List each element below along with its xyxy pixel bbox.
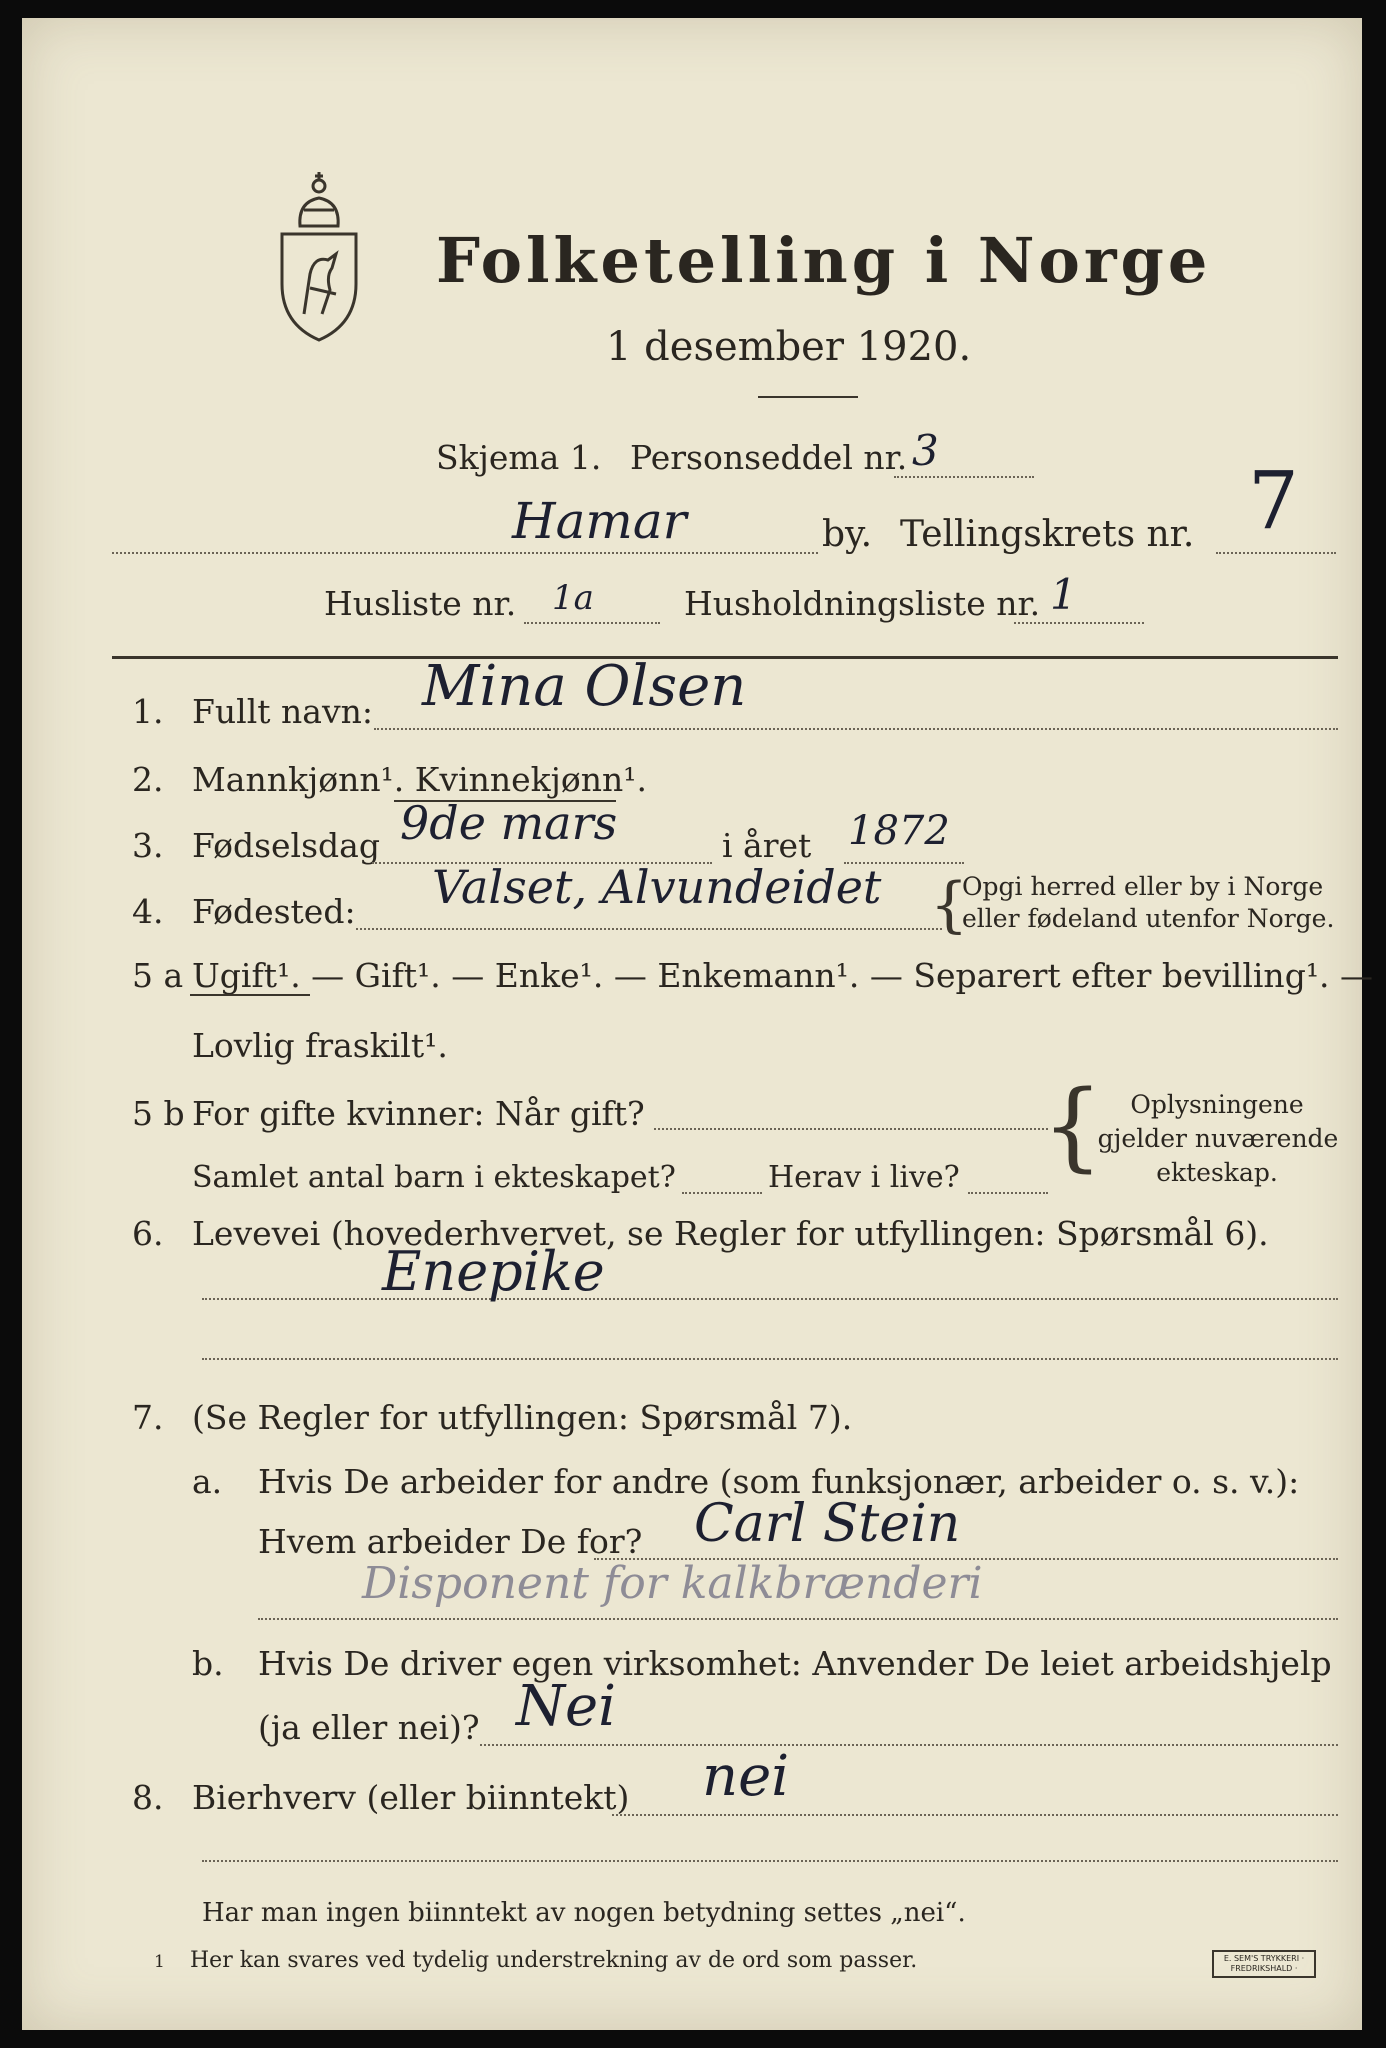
q5b-line1: For gifte kvinner: Når gift? (192, 1094, 645, 1133)
gender-options: Mannkjønn¹. Kvinnekjønn¹. (192, 760, 647, 799)
side-income-field[interactable] (612, 1814, 1338, 1816)
q7a-line2: Hvem arbeider De for? (258, 1522, 643, 1561)
husholdningsliste-field[interactable] (1014, 622, 1144, 624)
q7a-letter: a. (192, 1462, 223, 1501)
printer-stamp: E. SEM'S TRYKKERI · FREDRIKSHALD · (1212, 1950, 1316, 1978)
q2-number: 2. (132, 760, 164, 799)
q7a-line1: Hvis De arbeider for andre (som funksjonær, arbeider o. s. v.): (258, 1462, 1300, 1501)
employer-position-value: Disponent for kalkbrænderi (362, 1558, 983, 1609)
census-form (22, 18, 1374, 2030)
q5b-note-line2: gjelder nuværende (1097, 1124, 1339, 1153)
footnote-text: Her kan svares ved tydelig understrekning av de ord som passer. (190, 1948, 918, 1973)
q5b-note-line1: Oplysningene (1130, 1090, 1304, 1119)
tellingskrets-value: 7 (1248, 454, 1299, 547)
marital-status-options: Ugift¹. — Gift¹. — Enke¹. — Enkemann¹. — Separert efter bevilling¹. — (192, 956, 1374, 995)
hired-help-field[interactable] (480, 1744, 1338, 1746)
full-name-value: Mina Olsen (422, 654, 747, 719)
q7b-letter: b. (192, 1644, 224, 1683)
occupation-value: Enepike (382, 1240, 605, 1303)
q3-label: Fødselsdag (192, 826, 380, 865)
birthplace-value: Valset, Alvundeidet (432, 860, 882, 914)
q5b-note-brace: { (1042, 1070, 1104, 1182)
birthplace-note-line1: Opgi herred eller by i Norge (962, 872, 1324, 901)
q8-number: 8. (132, 1778, 164, 1817)
children-alive-field[interactable] (968, 1192, 1048, 1194)
side-income-field-2[interactable] (202, 1860, 1338, 1862)
form-title: Folketelling i Norge (436, 224, 1212, 297)
q1-number: 1. (132, 692, 164, 731)
birthday-value: 9de mars (400, 796, 618, 850)
side-income-value: nei (702, 1744, 790, 1809)
q4-label: Fødested: (192, 892, 356, 931)
q7-label: (Se Regler for utfyllingen: Spørsmål 7). (192, 1398, 853, 1437)
employer-value: Carl Stein (694, 1494, 961, 1554)
q1-label: Fullt navn: (192, 692, 373, 731)
marital-status-options-cont: Lovlig fraskilt¹. (192, 1026, 448, 1065)
tellingskrets-field[interactable] (1216, 552, 1336, 554)
ugift-underline (190, 994, 310, 996)
year-label: i året (722, 826, 812, 865)
tellingskrets-label: Tellingskrets nr. (900, 514, 1195, 555)
census-date: 1 desember 1920. (606, 324, 972, 370)
birthplace-field[interactable] (356, 928, 942, 930)
footnote-mark: 1 (154, 1952, 165, 1972)
skjema-label: Skjema 1. (436, 438, 602, 477)
husholdningsliste-label: Husholdningsliste nr. (684, 584, 1041, 623)
husliste-value: 1a (552, 578, 594, 618)
by-field[interactable] (112, 552, 818, 554)
q8-label: Bierhverv (eller biinntekt) (192, 1778, 630, 1817)
occupation-field[interactable] (202, 1298, 1338, 1300)
husholdningsliste-value: 1 (1050, 570, 1077, 619)
birth-year-value: 1872 (848, 808, 950, 854)
q3-number: 3. (132, 826, 164, 865)
title-divider (758, 396, 858, 398)
q5b-alive-label: Herav i live? (768, 1160, 960, 1195)
by-label: by. (822, 514, 873, 555)
side-income-note: Har man ingen biinntekt av nogen betydning settes „nei“. (202, 1898, 966, 1928)
personseddel-value: 3 (912, 426, 939, 475)
personseddel-label: Personseddel nr. (630, 438, 908, 477)
birthplace-note-line2: eller fødeland utenfor Norge. (962, 904, 1335, 933)
q6-number: 6. (132, 1214, 164, 1253)
employer-field-2[interactable] (258, 1618, 1338, 1620)
q4-number: 4. (132, 892, 164, 931)
q5a-number: 5 a (132, 956, 184, 995)
q7b-line2: (ja eller nei)? (258, 1708, 480, 1747)
occupation-field-2[interactable] (202, 1358, 1338, 1360)
husliste-label: Husliste nr. (324, 584, 517, 623)
birthplace-note-brace: { (930, 870, 969, 940)
children-total-field[interactable] (682, 1192, 762, 1194)
by-value: Hamar (512, 492, 687, 550)
full-name-field[interactable] (374, 728, 1338, 730)
q5b-number: 5 b (132, 1094, 185, 1133)
q5b-children-label: Samlet antal barn i ekteskapet? (192, 1160, 676, 1195)
q5b-note-line3: ekteskap. (1156, 1158, 1278, 1187)
q7-number: 7. (132, 1398, 164, 1437)
hired-help-value: Nei (516, 1674, 617, 1739)
q7b-line1: Hvis De driver egen virksomhet: Anvender De leiet arbeidshjelp (258, 1644, 1332, 1683)
personseddel-field[interactable] (894, 476, 1034, 478)
q6-label: Levevei (hovederhvervet, se Regler for utfyllingen: Spørsmål 6). (192, 1214, 1269, 1253)
married-when-field[interactable] (654, 1128, 1048, 1130)
norway-coat-of-arms-icon (270, 164, 368, 344)
husliste-field[interactable] (524, 622, 660, 624)
